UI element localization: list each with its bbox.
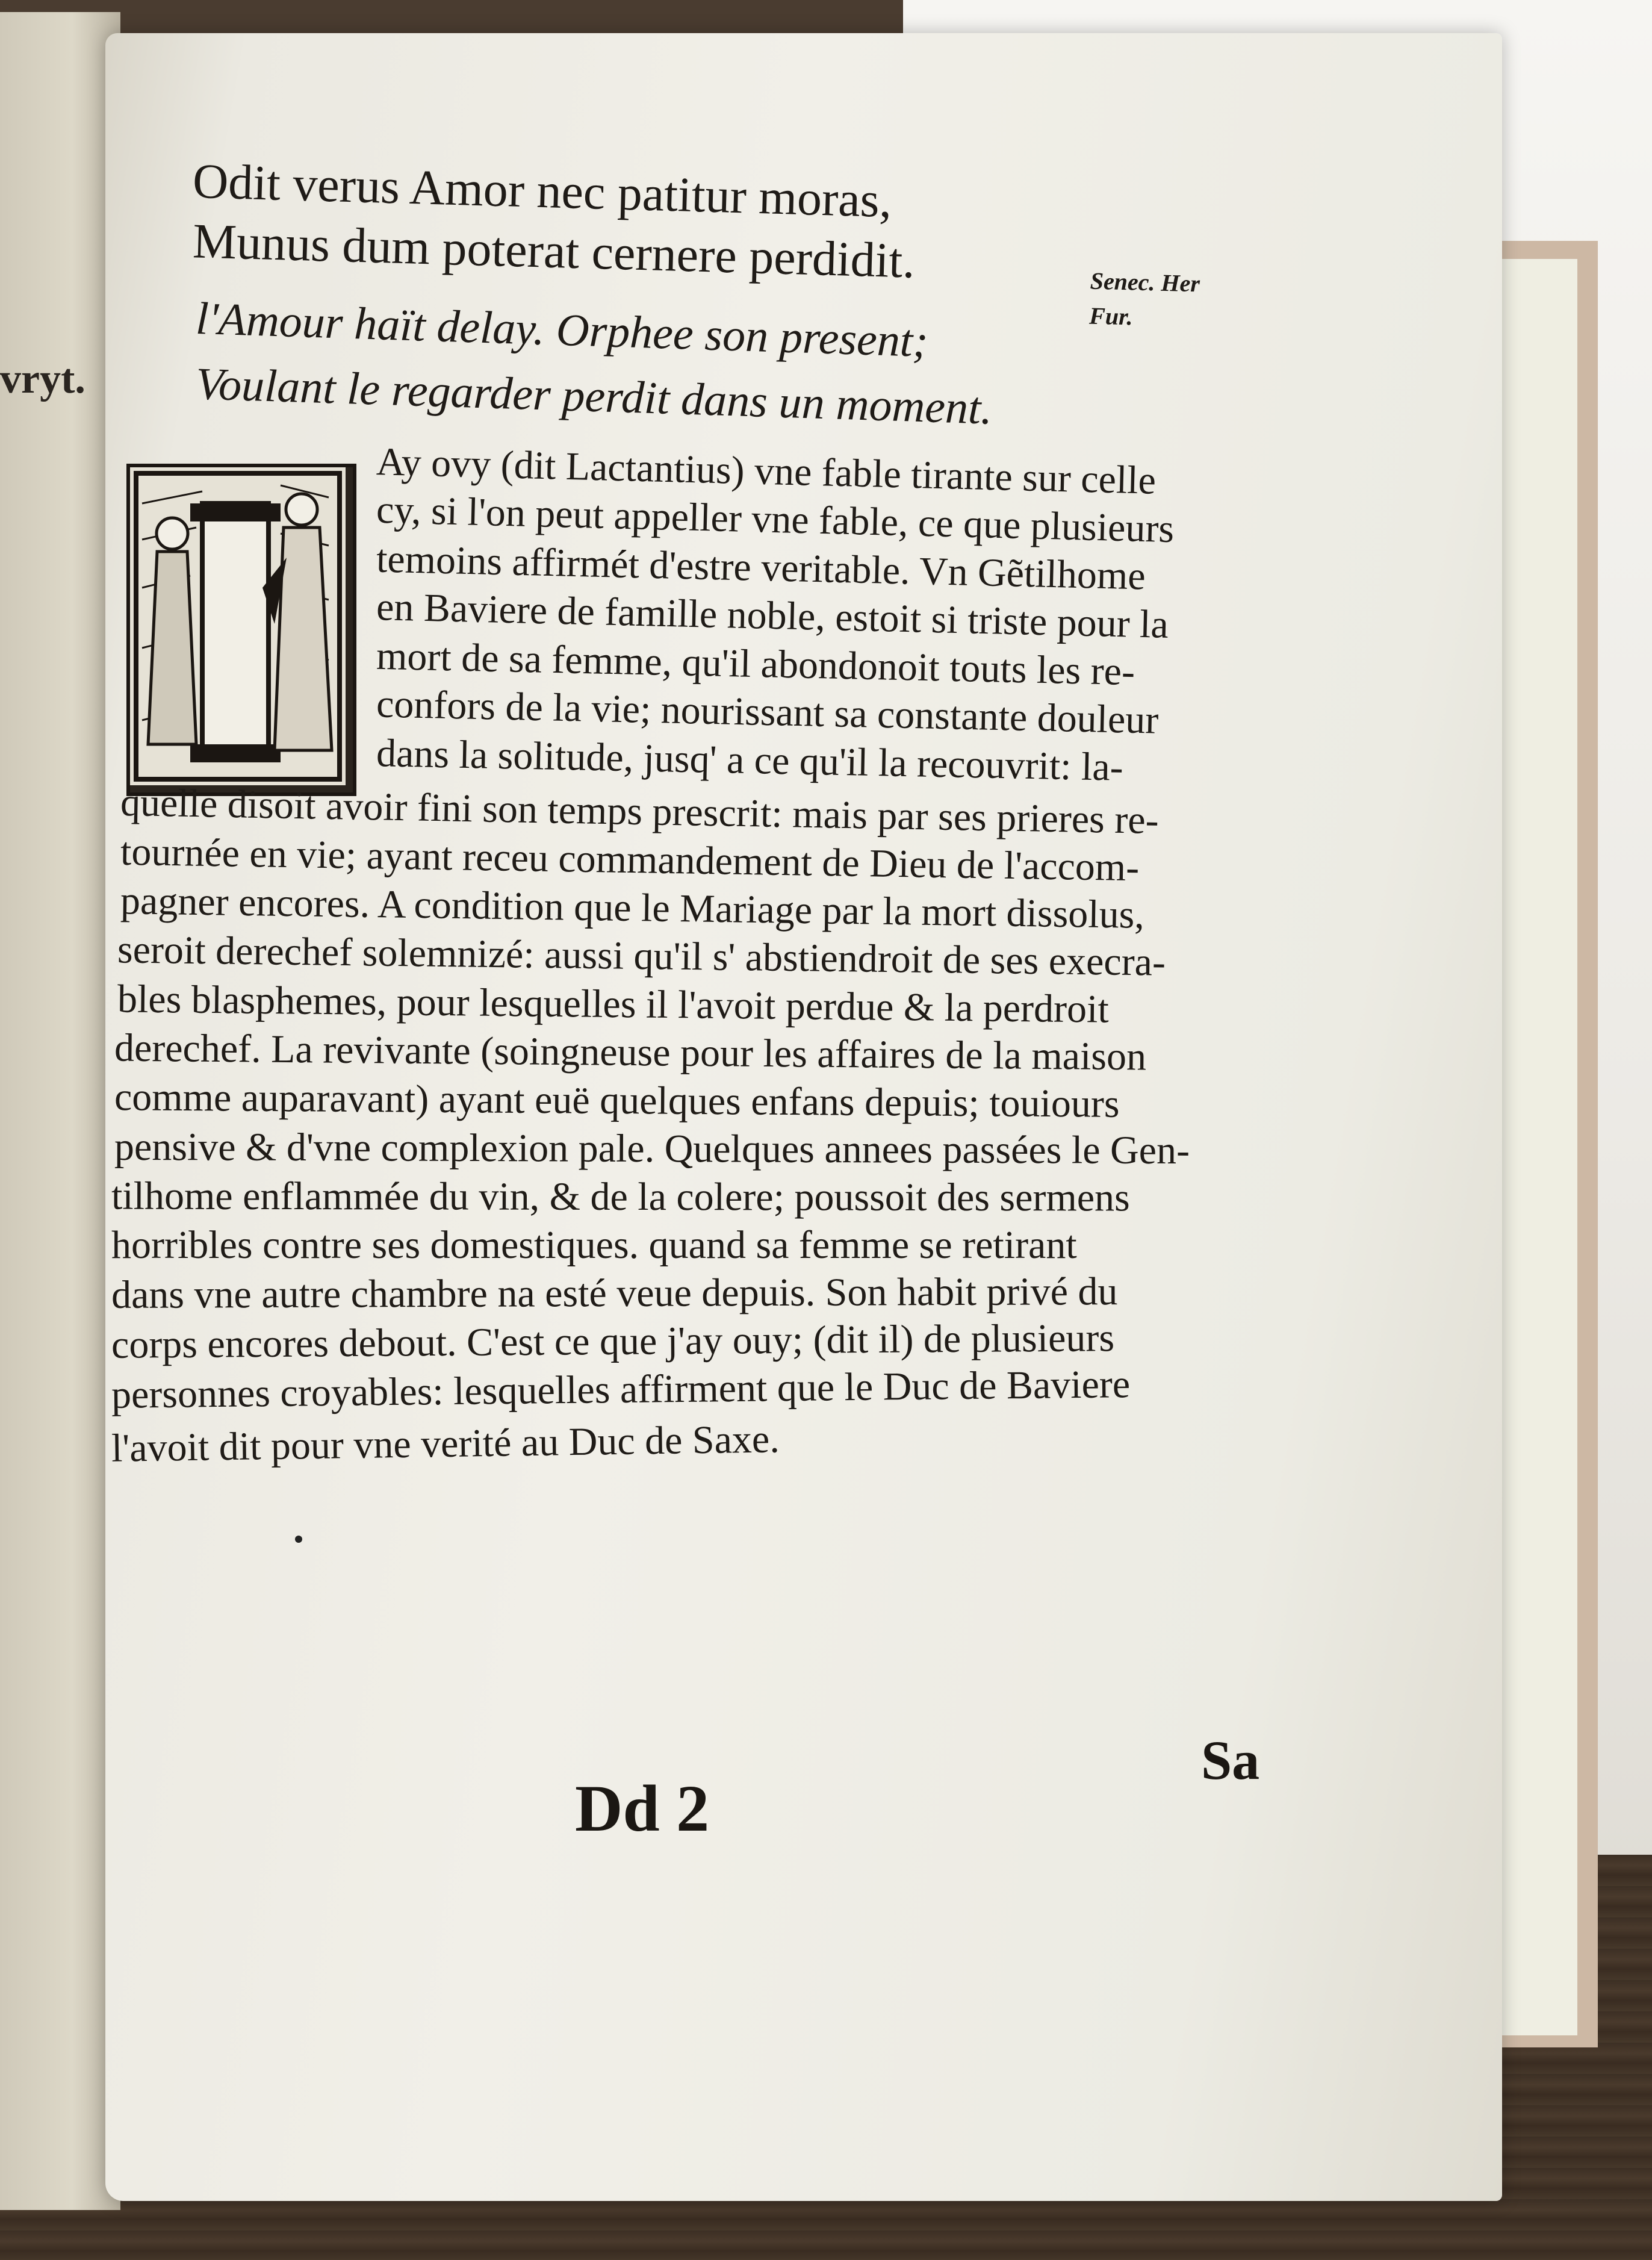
body-line-8: quelle disoit avoir fini son temps prescrit: mais par ses prieres re- xyxy=(120,780,1160,843)
latin-verse-line-1: Odit verus Amor nec patitur moras, xyxy=(191,153,893,228)
signature-mark: Dd 2 xyxy=(575,1772,710,1845)
french-verse-line-1: l'Amour haït delay. Orphee son present; xyxy=(194,293,929,367)
body-line-6: confors de la vie; nourissant sa constante douleur xyxy=(376,682,1160,742)
left-page-edge-text: vryt. xyxy=(0,356,85,402)
body-line-17: horribles contre ses domestiques. quand sa femme se retirant xyxy=(111,1223,1077,1267)
body-line-14: comme auparavant) ayant euë quelques enfans depuis; touiours xyxy=(114,1075,1120,1126)
margin-note xyxy=(1089,264,1200,337)
body-line-9: tournée en vie; ayant receu commandement de Dieu de l'accom- xyxy=(120,829,1140,890)
body-line-4: en Baviere de famille noble, estoit si triste pour la xyxy=(376,585,1169,647)
body-line-12: bles blasphemes, pour lesquelles il l'avoit perdue & la perdroit xyxy=(117,977,1110,1032)
woodcut-initial-icon xyxy=(126,464,356,796)
body-line-20: personnes croyables: lesquelles affirment que le Duc de Baviere xyxy=(111,1362,1131,1417)
body-line-21: l'avoit dit pour vne verité au Duc de Saxe. xyxy=(111,1417,780,1471)
body-line-2: cy, si l'on peut appeller vne fable, ce que plusieurs xyxy=(376,487,1175,552)
body-line-5: mort de sa femme, qu'il abondonoit touts les re- xyxy=(376,633,1135,694)
body-line-16: tilhome enflammée du vin, & de la colere; poussoit des sermens xyxy=(111,1174,1130,1220)
margin-note-line-2: Fur. xyxy=(1088,302,1134,331)
body-line-1: Ay ovy (dit Lactantius) vne fable tirante sur celle xyxy=(376,440,1157,503)
body-line-7: dans la solitude, jusq' a ce qu'il la recouvrit: la- xyxy=(376,731,1124,789)
body-line-15: pensive & d'vne complexion pale. Quelques annees passées le Gen- xyxy=(114,1124,1190,1173)
body-line-18: dans vne autre chambre na esté veue depuis. Son habit privé du xyxy=(111,1269,1118,1317)
french-verse-line-2: Voulant le regarder perdit dans un moment. xyxy=(195,358,993,434)
catchword: Sa xyxy=(1201,1729,1260,1791)
body-line-19: corps encores debout. C'est ce que j'ay ouy; (dit il) de plusieurs xyxy=(111,1316,1115,1367)
latin-verse-line-2: Munus dum poterat cernere perdidit. xyxy=(191,213,916,288)
body-line-10: pagner encores. A condition que le Mariage par la mort dissolus, xyxy=(120,879,1145,937)
body-line-11: seroit derechef solemnizé: aussi qu'il s' abstiendroit de ses execra- xyxy=(117,927,1166,985)
margin-note-line-1: Senec. Her xyxy=(1090,267,1200,297)
body-line-3: temoins affirmét d'estre veritable. Vn Gẽtilhome xyxy=(376,537,1146,599)
left-page xyxy=(0,12,120,2210)
ink-dot xyxy=(295,1536,302,1543)
body-line-13: derechef. La revivante (soingneuse pour les affaires de la maison xyxy=(114,1026,1147,1079)
